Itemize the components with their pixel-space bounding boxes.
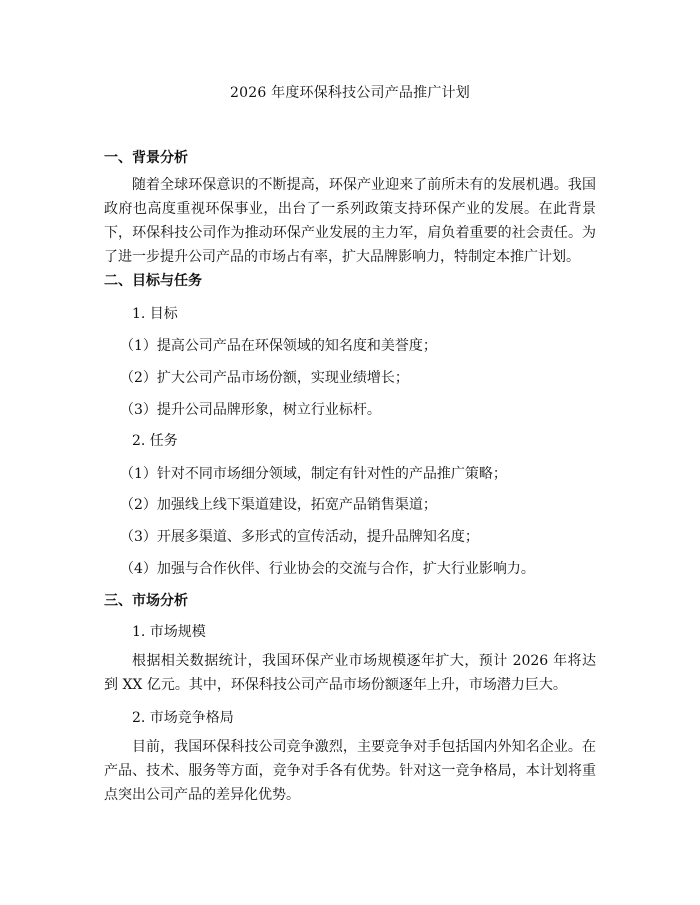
task-item-2: （2）加强线上线下渠道建设，拓宽产品销售渠道；	[120, 497, 437, 513]
task-item-1: （1）针对不同市场细分领域，制定有针对性的产品推广策略；	[120, 466, 507, 482]
subheading-competition: 2. 市场竞争格局	[132, 710, 234, 726]
competition-paragraph: 目前，我国环保科技公司竞争激烈，主要竞争对手包括国内外知名企业。在产品、技术、服务等方面，竞争对手各有优势。针对这一竞争格局，本计划将重点突出公司产品的差异化优势。	[104, 739, 596, 803]
background-paragraph: 随着全球环保意识的不断提高，环保产业迎来了前所未有的发展机遇。我国政府也高度重视环保事业，出台了一系列政策支持环保产业的发展。在此背景下，环保科技公司作为推动环保产业发展的主力军，肩负着重要的社会责任。为了进一步提升公司产品的市场占有率，扩大品牌影响力，特制定本推广计划。	[104, 177, 596, 265]
section-heading-goals-tasks: 二、目标与任务	[104, 273, 202, 289]
goal-item-2: （2）扩大公司产品市场份额，实现业绩增长；	[120, 370, 409, 386]
task-item-4: （4）加强与合作伙伴、行业协会的交流与合作，扩大行业影响力。	[120, 561, 535, 577]
subheading-goals: 1. 目标	[132, 306, 178, 322]
market-size-paragraph: 根据相关数据统计，我国环保产业市场规模逐年扩大，预计 2026 年将达到 XX 亿元。其中，环保科技公司产品市场份额逐年上升，市场潜力巨大。	[104, 653, 596, 693]
section-heading-market-analysis: 三、市场分析	[104, 593, 188, 609]
goal-item-1: （1）提高公司产品在环保领域的知名度和美誉度；	[120, 338, 437, 354]
goal-item-3: （3）提升公司品牌形象，树立行业标杆。	[120, 402, 381, 418]
subheading-tasks: 2. 任务	[132, 433, 178, 449]
section-heading-background: 一、背景分析	[104, 150, 188, 166]
subheading-market-size: 1. 市场规模	[132, 624, 206, 640]
document-title: 2026 年度环保科技公司产品推广计划	[230, 85, 470, 101]
task-item-3: （3）开展多渠道、多形式的宣传活动，提升品牌知名度；	[120, 529, 479, 545]
